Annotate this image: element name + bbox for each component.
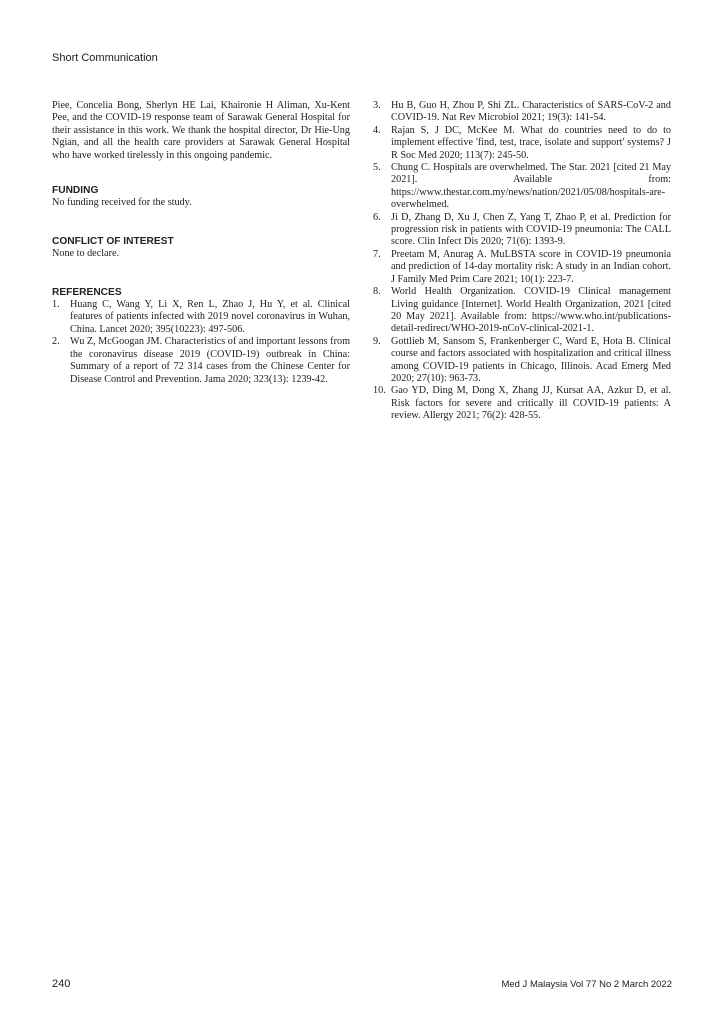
reference-item	[373, 385, 671, 422]
references-list-left	[52, 299, 350, 386]
reference-item	[373, 249, 671, 286]
reference-text: Rajan S, J DC, McKee M. What do countries need to do to implement effective 'find, test, trace, isolate and support' systems? J R Soc Med 2020; 113(7): 245-50.	[391, 124, 671, 161]
reference-item	[52, 299, 350, 336]
reference-number: 9.	[373, 335, 381, 347]
references-section	[52, 287, 350, 386]
reference-text: World Health Organization. COVID-19 Clinical management Living guidance [Internet]. World Health Organization, 2021 [cited 20 May 2021]. Available from: https://www.who.int/publications-detail-redirect/WHO-2019-nCoV-clinical-2021-1.	[391, 286, 671, 335]
reference-text: Ji D, Zhang D, Xu J, Chen Z, Yang T, Zhao P, et al. Prediction for progression risk in patients with COVID-19 pneumonia: The CALL score. Clin Infect Dis 2020; 71(6): 1393-9.	[391, 211, 671, 248]
reference-item	[373, 100, 671, 125]
reference-number: 8.	[373, 286, 381, 298]
reference-item	[373, 162, 671, 212]
funding-text: No funding received for the study.	[52, 197, 192, 209]
acknowledgement-text: Piee, Concelia Bong, Sherlyn HE Lai, Khaironie H Aliman, Xu-Kent Pee, and the COVID-19 response team of Sarawak General Hospital for their assistance in this work. We thank the hospital director, Dr Hie-Ung Ngian, and all the health care providers at Sarawak General Hospital who have worked tirelessly in this ongoing pandemic.	[52, 100, 350, 161]
journal-citation: Med J Malaysia Vol 77 No 2 March 2022	[501, 979, 672, 990]
conflict-section	[52, 236, 350, 261]
reference-item	[52, 336, 350, 386]
reference-number: 5.	[373, 162, 381, 174]
reference-number: 4.	[373, 124, 381, 136]
reference-number: 2.	[52, 336, 60, 348]
reference-text: Preetam M, Anurag A. MuLBSTA score in COVID-19 pneumonia and prediction of 14-day mortality risk: A study in an Indian cohort. J Family Med Prim Care 2021; 10(1): 223-7.	[391, 248, 671, 285]
reference-text: Huang C, Wang Y, Li X, Ren L, Zhao J, Hu Y, et al. Clinical features of patients infected with 2019 novel coronavirus in Wuhan, China. Lancet 2020; 395(10223): 497-506.	[70, 299, 350, 335]
running-head: Short Communication	[52, 52, 158, 64]
reference-number: 6.	[373, 211, 381, 223]
reference-number: 1.	[52, 299, 60, 311]
reference-text: Hu B, Guo H, Zhou P, Shi ZL. Characteristics of SARS-CoV-2 and COVID-19. Nat Rev Microbiol 2021; 19(3): 141-54.	[391, 100, 671, 124]
reference-item	[373, 212, 671, 249]
page-number: 240	[52, 978, 71, 990]
reference-number: 7.	[373, 248, 381, 260]
reference-text: Wu Z, McGoogan JM. Characteristics of and important lessons from the coronavirus disease 2019 (COVID-19) outbreak in China: Summary of a report of 72 314 cases from the Chinese Center for Disease Control and Prevention. Jama 2020; 323(13): 1239-42.	[70, 336, 350, 385]
reference-text: Chung C. Hospitals are overwhelmed. The Star. 2021 [cited 21 May 2021]. Available from: https://www.thestar.com.my/news/nation/2021/05/08/hospitals-are-overwhelmed.	[391, 162, 671, 211]
conflict-heading: CONFLICT OF INTEREST	[52, 235, 174, 247]
reference-number: 10.	[373, 385, 386, 397]
reference-number: 3.	[373, 100, 381, 111]
reference-text: Gao YD, Ding M, Dong X, Zhang JJ, Kursat AA, Azkur D, et al. Risk factors for severe and critically ill COVID-19 patients: A review. Allergy 2021; 76(2): 428-55.	[391, 385, 671, 422]
right-column	[373, 100, 671, 423]
reference-item	[373, 336, 671, 386]
funding-section	[52, 185, 350, 210]
references-list-right	[373, 100, 671, 423]
conflict-text: None to declare.	[52, 248, 120, 260]
funding-heading: FUNDING	[52, 185, 99, 197]
reference-item	[373, 286, 671, 336]
reference-text: Gottlieb M, Sansom S, Frankenberger C, Ward E, Hota B. Clinical course and factors associated with hospitalization and critical illness among COVID-19 patients in Chicago, Illinois. Acad Emerg Med 2020; 27(10): 963-73.	[391, 335, 671, 384]
references-heading: REFERENCES	[52, 286, 122, 298]
left-column	[52, 100, 350, 386]
reference-item	[373, 125, 671, 162]
